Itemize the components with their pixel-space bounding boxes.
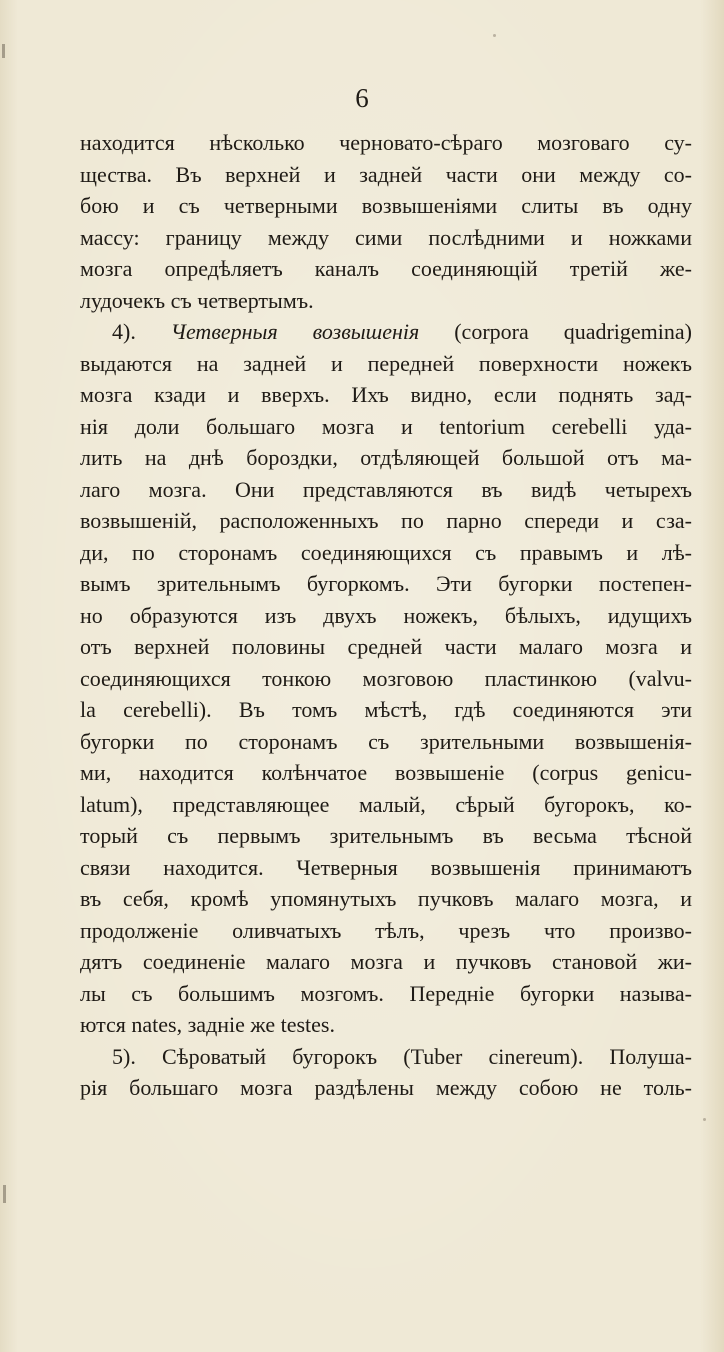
text-line: вымъ зрительнымъ бугоркомъ. Эти бугорки постепен- <box>80 571 692 596</box>
paper-speck <box>703 1118 706 1121</box>
text-line: ми, находится колѣнчатое возвышеніе (corpus genicu- <box>80 760 692 785</box>
text-line: находится нѣсколько черновато-сѣраго мозговаго су- <box>80 130 692 155</box>
text-line: la cerebelli). Въ томъ мѣстѣ, гдѣ соединяются эти <box>80 697 692 722</box>
text-line: нія доли большаго мозга и tentorium cerebelli уда- <box>80 413 692 439</box>
text-line: но образуются изъ двухъ ножекъ, бѣлыхъ, идущихъ <box>80 602 692 628</box>
text-line: возвышеній, расположенныхъ по парно спереди и сза- <box>80 508 692 533</box>
text-line: лы съ большимъ мозгомъ. Передніе бугорки называ- <box>80 980 692 1006</box>
text-line: latum), представляющее малый, сѣрый бугорокъ, ко- <box>80 791 692 817</box>
text-line: мозга опредѣляетъ каналъ соединяющій третій же- <box>80 256 692 281</box>
text-line: дятъ соединеніе малаго мозга и пучковъ становой жи- <box>80 949 692 974</box>
text-line: соединяющихся тонкою мозговою пластинкою (valvu- <box>80 665 692 691</box>
text-line: продолженіе оливчатыхъ тѣлъ, чрезъ что произво- <box>80 917 692 943</box>
section-heading-line <box>80 316 692 348</box>
text-line: щества. Въ верхней и задней части они между со- <box>80 161 692 187</box>
section-title-latin: (corpora quadrigemina) <box>419 319 692 344</box>
text-line: лить на днѣ бороздки, отдѣляющей большой отъ ма- <box>80 445 692 470</box>
text-line: бою и съ четверными возвышеніями слиты въ одну <box>80 193 692 218</box>
text-line: связи находится. Четверныя возвышенія принимаютъ <box>80 854 692 880</box>
text-line: лудочекъ съ четвертымъ. <box>80 287 314 313</box>
text-line: лаго мозга. Они представляются въ видѣ четырехъ <box>80 476 692 502</box>
text-line: ются nates, задніе же testes. <box>80 1012 335 1037</box>
text-line: отъ верхней половины средней части малаго мозга и <box>80 634 692 659</box>
text-line: рія большаго мозга раздѣлены между собою не толь- <box>80 1075 692 1100</box>
text-line: торый съ первымъ зрительнымъ въ весьма тѣсной <box>80 823 692 848</box>
text-line: ди, по сторонамъ соединяющихся съ правымъ и лѣ- <box>80 539 692 565</box>
left-margin-mark <box>2 44 5 58</box>
text-line: 5). Сѣроватый бугорокъ (Tuber cinereum). Полуша- <box>112 1043 692 1069</box>
body-text <box>80 127 692 1104</box>
text-line: массу: границу между сими послѣдними и ножками <box>80 224 692 250</box>
page-number: 6 <box>355 83 369 113</box>
text-line: въ себя, кромѣ упомянутыхъ пучковъ малаго мозга, и <box>80 886 692 911</box>
section-number: 4). <box>112 319 171 344</box>
text-line: мозга кзади и вверхъ. Ихъ видно, если поднять зад- <box>80 382 692 407</box>
section-title: Четверныя возвышенія <box>170 319 420 344</box>
left-margin-mark <box>3 1185 6 1203</box>
text-line: бугорки по сторонамъ съ зрительными возвышенія- <box>80 728 692 754</box>
text-line: выдаются на задней и передней поверхности ножекъ <box>80 350 692 376</box>
paper-speck <box>493 34 496 37</box>
